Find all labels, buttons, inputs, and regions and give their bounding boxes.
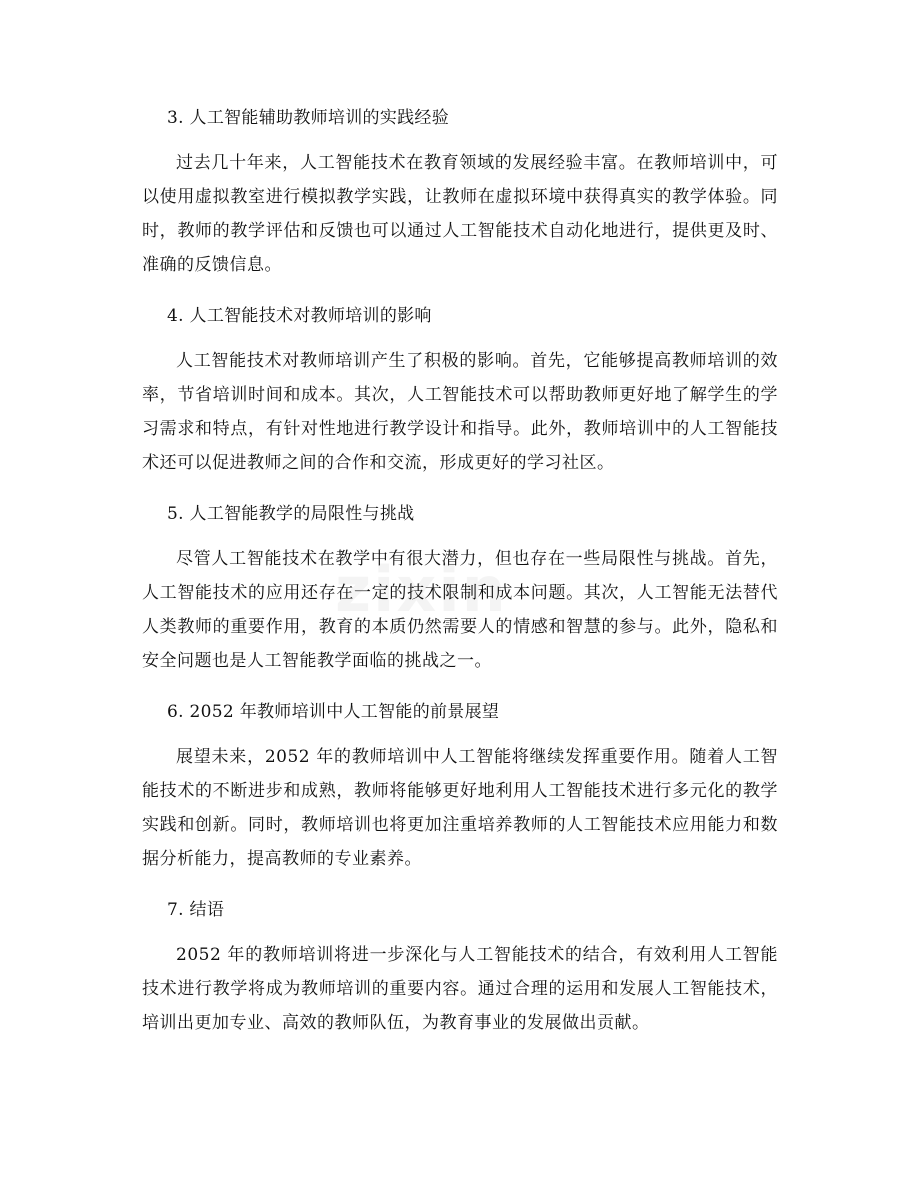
section-outlook	[142, 698, 778, 876]
section-paragraph: 过去几十年来，人工智能技术在教育领域的发展经验丰富。在教师培训中，可以使用虚拟教室进行模拟教学实践，让教师在虚拟环境中获得真实的教学体验。同时，教师的教学评估和反馈也可以通过人工智能技术自动化地进行，提供更及时、准确的反馈信息。	[142, 153, 778, 275]
section-heading: 7. 结语	[167, 900, 225, 920]
section-heading: 4. 人工智能技术对教师培训的影响	[167, 306, 432, 326]
section-paragraph: 尽管人工智能技术在教学中有很大潜力，但也存在一些局限性与挑战。首先，人工智能技术的应用还存在一定的技术限制和成本问题。其次，人工智能无法替代人类教师的重要作用，教育的本质仍然需要人的情感和智慧的参与。此外，隐私和安全问题也是人工智能教学面临的挑战之一。	[142, 549, 778, 671]
section-heading: 3. 人工智能辅助教师培训的实践经验	[167, 108, 450, 128]
section-limitations	[142, 500, 778, 678]
section-practice	[142, 104, 778, 282]
section-impact	[142, 302, 778, 480]
section-heading: 5. 人工智能教学的局限性与挑战	[167, 504, 415, 524]
section-paragraph: 2052 年的教师培训将进一步深化与人工智能技术的结合，有效利用人工智能技术进行教学将成为教师培训的重要内容。通过合理的运用和发展人工智能技术，培训出更加专业、高效的教师队伍，为教育事业的发展做出贡献。	[142, 945, 778, 1033]
section-paragraph: 展望未来，2052 年的教师培训中人工智能将继续发挥重要作用。随着人工智能技术的不断进步和成熟，教师将能够更好地利用人工智能技术进行多元化的教学实践和创新。同时，教师培训也将更加注重培养教师的人工智能技术应用能力和数据分析能力，提高教师的专业素养。	[142, 747, 778, 869]
section-heading: 6. 2052 年教师培训中人工智能的前景展望	[167, 702, 500, 722]
section-paragraph: 人工智能技术对教师培训产生了积极的影响。首先，它能够提高教师培训的效率，节省培训时间和成本。其次，人工智能技术可以帮助教师更好地了解学生的学习需求和特点，有针对性地进行教学设计和指导。此外，教师培训中的人工智能技术还可以促进教师之间的合作和交流，形成更好的学习社区。	[142, 351, 778, 473]
section-conclusion	[142, 896, 778, 1040]
